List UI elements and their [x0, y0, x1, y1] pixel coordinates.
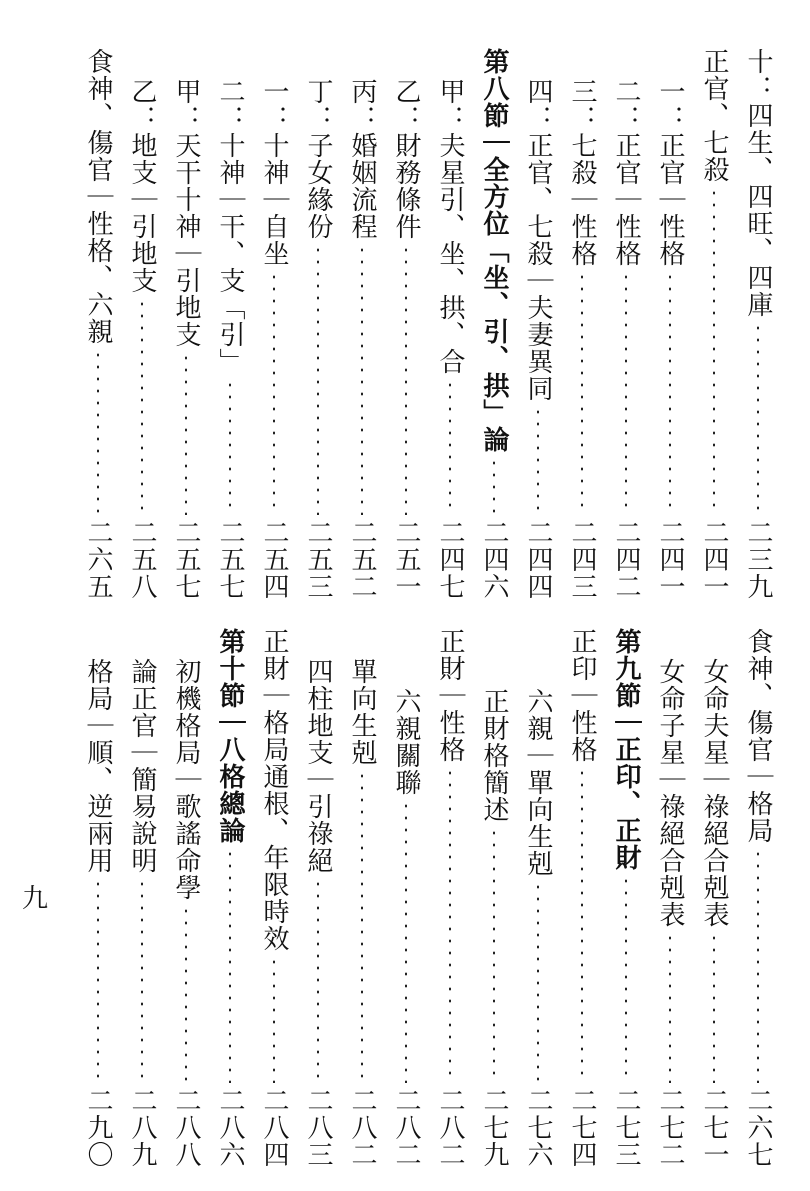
entry-page-number: 二四一 — [655, 519, 685, 600]
entry-page-number: 二六七 — [743, 1087, 773, 1168]
toc-entry — [560, 48, 604, 600]
entry-title: 正財｜性格 — [435, 628, 465, 763]
dot-leader — [185, 905, 187, 1083]
toc-entry — [340, 628, 384, 1168]
entry-page-number: 二六五 — [83, 519, 113, 600]
toc-entry — [252, 628, 296, 1168]
entry-title: 乙：財務條件 — [391, 78, 421, 240]
page-number: 九 — [22, 884, 49, 914]
entry-title: 二：十神｜干、支「引」 — [215, 78, 245, 375]
entry-title: 格局｜順、逆兩用 — [83, 658, 113, 874]
toc-entry — [428, 628, 472, 1168]
entry-title: 一：正官｜性格 — [655, 78, 685, 267]
entry-title: 初機格局｜歌謠命學 — [171, 658, 201, 901]
entry-title: 六親關聯 — [391, 688, 421, 796]
dot-leader — [713, 187, 715, 515]
entry-title: 二：正官｜性格 — [611, 78, 641, 267]
entry-page-number: 二八九 — [127, 1087, 157, 1168]
entry-page-number: 二八四 — [259, 1087, 289, 1168]
dot-leader — [449, 379, 451, 515]
entry-title: 正財格簡述 — [479, 688, 509, 823]
dot-leader — [625, 271, 627, 515]
toc-entry — [252, 48, 296, 600]
entry-page-number: 二八二 — [347, 1087, 377, 1168]
dot-leader — [141, 298, 143, 515]
entry-page-number: 二三九 — [743, 519, 773, 600]
dot-leader — [581, 271, 583, 515]
entry-page-number: 二四二 — [611, 519, 641, 600]
dot-leader — [97, 349, 99, 515]
toc-entry — [76, 628, 120, 1168]
dot-leader — [97, 878, 99, 1083]
entry-page-number: 二五四 — [259, 519, 289, 600]
dot-leader — [493, 827, 495, 1083]
toc-entry — [120, 48, 164, 600]
entry-page-number: 二八二 — [391, 1087, 421, 1168]
dot-leader — [405, 800, 407, 1083]
toc-entry — [560, 628, 604, 1168]
dot-leader — [757, 848, 759, 1083]
entry-page-number: 二八六 — [215, 1087, 245, 1168]
dot-leader — [537, 406, 539, 515]
entry-title: 食神、傷官｜性格、六親 — [83, 48, 113, 345]
entry-page-number: 二七一 — [699, 1087, 729, 1168]
toc-entry — [428, 48, 472, 600]
toc-entry — [296, 628, 340, 1168]
dot-leader — [141, 878, 143, 1083]
entry-page-number: 二七六 — [523, 1087, 553, 1168]
entry-title: 食神、傷官｜格局 — [743, 628, 773, 844]
entry-title: 四：正官、七殺｜夫妻異同 — [523, 78, 553, 402]
entry-page-number: 二五一 — [391, 519, 421, 600]
toc-entry — [604, 48, 648, 600]
entry-page-number: 二四六 — [479, 519, 509, 600]
toc-entry — [384, 628, 428, 1168]
entry-title: 單向生剋 — [347, 658, 377, 766]
entry-title: 論正官｜簡易說明 — [127, 658, 157, 874]
toc-bottom-half — [40, 628, 780, 1168]
dot-leader — [449, 767, 451, 1083]
entry-page-number: 二九〇 — [83, 1087, 113, 1168]
entry-page-number: 二五七 — [215, 519, 245, 600]
entry-page-number: 二五三 — [303, 519, 333, 600]
dot-leader — [229, 379, 231, 515]
entry-title: 正財｜格局通根、年限時效 — [259, 628, 289, 952]
toc-entry — [692, 48, 736, 600]
entry-page-number: 二七三 — [611, 1087, 641, 1168]
toc-entry — [736, 48, 780, 600]
toc-entry — [648, 48, 692, 600]
dot-leader — [185, 352, 187, 515]
entry-title: 乙：地支｜引地支 — [127, 78, 157, 294]
toc-entry — [76, 48, 120, 600]
dot-leader — [669, 932, 671, 1083]
entry-title: 丁：子女緣份 — [303, 78, 333, 240]
section-heading: 第十節｜八格總論 — [215, 628, 245, 844]
entry-page-number: 二八三 — [303, 1087, 333, 1168]
entry-title: 四柱地支｜引祿絕 — [303, 658, 333, 874]
dot-leader — [361, 244, 363, 515]
entry-title: 正官、七殺 — [699, 48, 729, 183]
entry-title: 十：四生、四旺、四庫 — [743, 48, 773, 318]
dot-leader — [537, 881, 539, 1083]
entry-page-number: 二五八 — [127, 519, 157, 600]
entry-title: 丙：婚姻流程 — [347, 78, 377, 240]
entry-title: 女命夫星｜祿絕合剋表 — [699, 658, 729, 928]
entry-title: 六親｜單向生剋 — [523, 688, 553, 877]
toc-entry — [604, 628, 648, 1168]
toc-entry — [648, 628, 692, 1168]
toc-entry — [736, 628, 780, 1168]
section-heading: 第九節｜正印、正財 — [611, 628, 641, 871]
entry-page-number: 二八八 — [171, 1087, 201, 1168]
toc-entry — [164, 628, 208, 1168]
toc-entry — [208, 48, 252, 600]
entry-title: 正印｜性格 — [567, 628, 597, 763]
toc-entry — [340, 48, 384, 600]
dot-leader — [317, 878, 319, 1083]
entry-title: 一：十神｜自坐 — [259, 78, 289, 267]
dot-leader — [625, 875, 627, 1083]
entry-page-number: 二七九 — [479, 1087, 509, 1168]
toc-entry — [516, 628, 560, 1168]
entry-page-number: 二七四 — [567, 1087, 597, 1168]
dot-leader — [317, 244, 319, 515]
entry-page-number: 二八二 — [435, 1087, 465, 1168]
dot-leader — [361, 770, 363, 1083]
entry-title: 甲：夫星引、坐、拱、合 — [435, 78, 465, 375]
dot-leader — [669, 271, 671, 515]
dot-leader — [229, 848, 231, 1083]
entry-page-number: 二四一 — [699, 519, 729, 600]
toc-entry — [516, 48, 560, 600]
entry-page-number: 二五七 — [171, 519, 201, 600]
entry-page-number: 二四七 — [435, 519, 465, 600]
entry-page-number: 二四四 — [523, 519, 553, 600]
dot-leader — [713, 932, 715, 1083]
section-heading: 第八節｜全方位「坐、引、拱」論 — [479, 48, 509, 453]
toc-entry — [164, 48, 208, 600]
dot-leader — [757, 322, 759, 515]
toc-entry — [296, 48, 340, 600]
entry-title: 甲：天干十神｜引地支 — [171, 78, 201, 348]
toc-top-half — [40, 48, 780, 600]
toc-entry — [384, 48, 428, 600]
toc-entry — [120, 628, 164, 1168]
entry-title: 女命子星｜祿絕合剋表 — [655, 658, 685, 928]
entry-page-number: 二四三 — [567, 519, 597, 600]
entry-page-number: 二七二 — [655, 1087, 685, 1168]
dot-leader — [273, 956, 275, 1083]
toc-entry — [472, 48, 516, 600]
entry-title: 三：七殺｜性格 — [567, 78, 597, 267]
toc-entry — [208, 628, 252, 1168]
toc-entry — [692, 628, 736, 1168]
toc-entry — [472, 628, 516, 1168]
dot-leader — [273, 271, 275, 515]
dot-leader — [405, 244, 407, 515]
dot-leader — [581, 767, 583, 1083]
dot-leader — [493, 457, 495, 515]
entry-page-number: 二五二 — [347, 519, 377, 600]
